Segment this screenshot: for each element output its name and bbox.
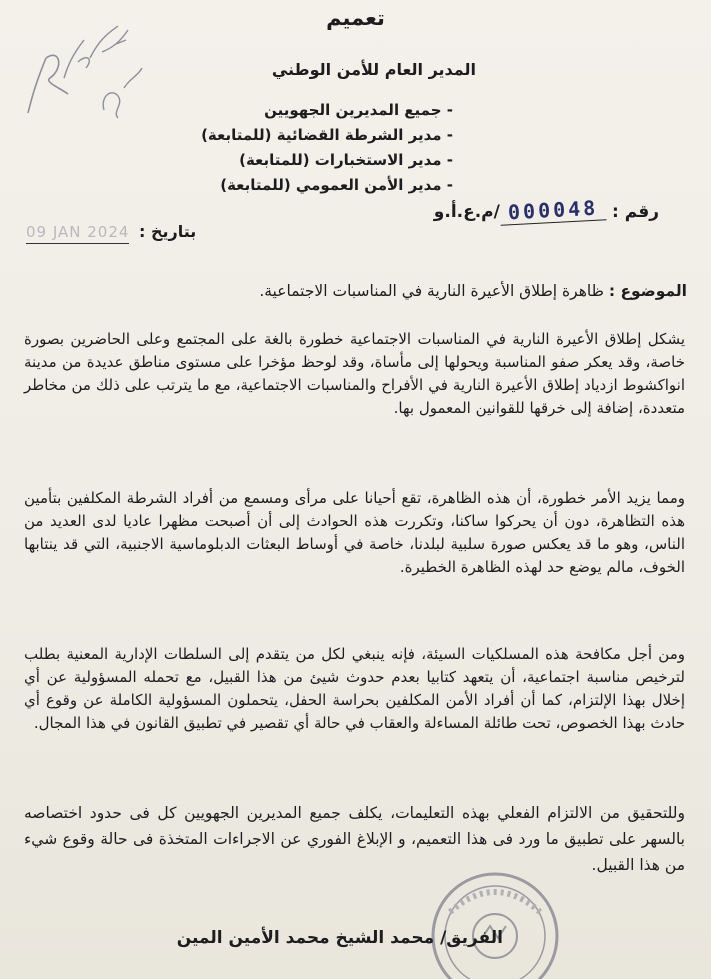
handwritten-annotation-icon — [20, 18, 150, 128]
recipient-item: - مدير الاستخبارات (للمتابعة) — [201, 148, 453, 173]
date-row — [26, 222, 196, 244]
date-stamp: 09 JAN 2024 — [26, 223, 129, 244]
body-paragraph-4: وللتحقيق من الالتزام الفعلي بهذه التعليمات، يكلف جميع المديرين الجهويين كل فى حدود اختصاصه بالسهر على تطبيق ما ورد فى هذا التعميم، و الإبلاغ الفوري عن الاجراءات المتخذة فى حالة وقوع شيء من هذا القبيل. — [24, 804, 685, 874]
document-title: تعميم — [326, 6, 385, 30]
official-seal-icon — [420, 858, 570, 979]
subject-text: ظاهرة إطلاق الأعيرة النارية في المناسبات الاجتماعية. — [259, 282, 604, 300]
signature-line: الفريق/ محمد الشيخ محمد الأمين المين — [176, 928, 503, 948]
body-paragraph-1: يشكل إطلاق الأعيرة النارية في المناسبات الاجتماعية خطورة بالغة على المجتمع وعلى الحاضرين بصورة خاصة، وقد يعكر صفو المناسبة ويحولها إلى مأساة، وقد لوحظ مؤخرا على مستوى مناطق عديدة من مدينة انواكشوط ازدياد إطلاق الأعيرة النارية في الأفراح والمناسبات الاجتماعية، مع ما يترتب على ذلك من مخاطر متعددة، إضافة إلى خرقها للقوانين المعمول بها. — [24, 330, 685, 417]
body-paragraph-3: ومن أجل مكافحة هذه المسلكيات السيئة، فإنه ينبغي لكل من يتقدم إلى السلطات الإدارية المعنية بطلب لترخيص مناسبة اجتماعية، أن يتعهد كتابيا بعدم حدوث شيئ من هذا القبيل، مع تحمله المسؤولية عن أي إخلال بهذا الإلتزام، كما أن أفراد الأمن المكلفين بحراسة الحفل، يتحملون المسؤولية الكاملة عن وقوع أي حادث بهذا الخصوص، تحت طائلة المساءلة والعقاب في حالة أي تقصير في تطبيق القانون في هذا المجال. — [24, 645, 685, 732]
recipient-item: - جميع المديرين الجهويين — [201, 98, 453, 123]
sender-title: المدير العام للأمن الوطني — [271, 60, 476, 79]
recipients-list — [201, 98, 453, 198]
recipient-item: - مدير الأمن العمومي (للمتابعة) — [201, 173, 453, 198]
reference-label: رقم : — [612, 202, 659, 222]
subject-line — [24, 282, 687, 300]
reference-number: 000048 — [499, 195, 606, 226]
recipient-item: - مدير الشرطة القضائية (للمتابعة) — [201, 123, 453, 148]
body-paragraph-2: ومما يزيد الأمر خطورة، أن هذه الظاهرة، تقع أحيانا على مرأى ومسمع من أفراد الشرطة المكلفين بتأمين هذه التظاهرة، دون أن يحركوا ساكنا، وتكررت هذه الحوادث إلى أن أصبحت مظهرا عاديا لدى العديد من الناس، وهو ما قد يعكس صورة سلبية لبلدنا، خاصة في أوساط البعثات الدبلوماسية الاجنبية، التي قد ينتابها الخوف، مالم يوضع حد لهذه الظاهرة الخطيرة. — [24, 489, 685, 576]
date-label: بتاريخ : — [139, 222, 197, 241]
reference-suffix: /م.ع.أ.و — [433, 202, 500, 222]
reference-row — [433, 195, 659, 225]
subject-label: الموضوع : — [608, 282, 687, 300]
